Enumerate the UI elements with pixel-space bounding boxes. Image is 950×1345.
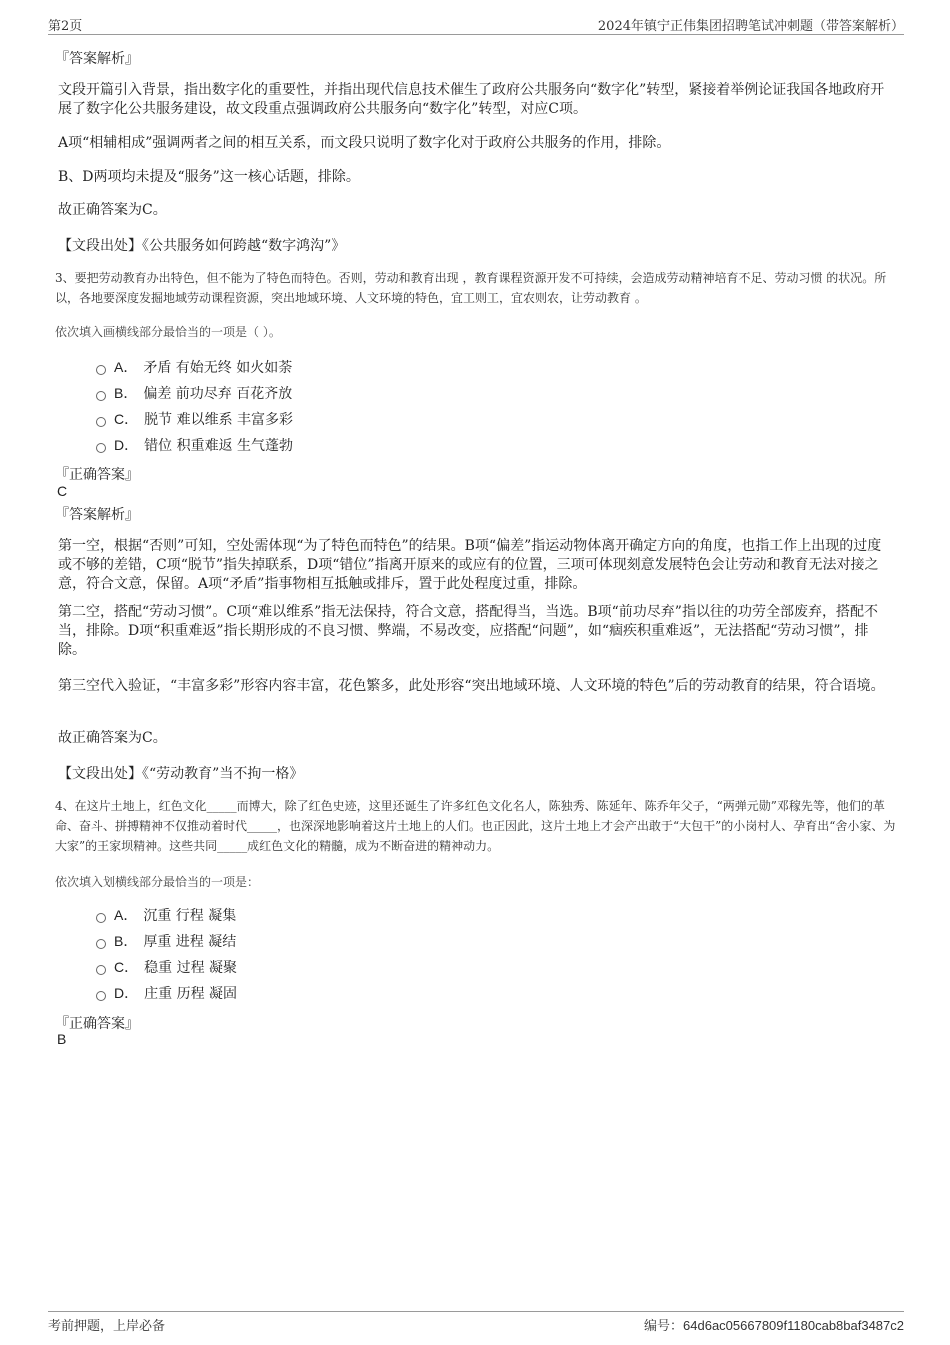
conclusion-paragraph: 故正确答案为C。 [58,202,167,218]
analysis-paragraph: 第二空，搭配“劳动习惯”。C项“难以维系”指无法保持，符合文意，搭配得当，当选。B项“前功尽弃”指以往的功劳全部废弃，搭配不当，排除。D项“积重难返”指长期形成的不良习惯、弊端，不易改变，应搭配“问题”，如“痼疾积重难返”，无法搭配“劳动习惯”，排除。 [58,604,878,658]
source-citation: 【文段出处】《“劳动教育”当不拘一格》 [58,766,304,782]
footer-slogan: 考前押题，上岸必备 [48,1319,166,1334]
option-d[interactable]: D． 庄重 历程 凝固 [96,983,237,1003]
source-citation: 【文段出处】《公共服务如何跨越“数字鸿沟”》 [58,238,346,254]
page-footer [48,1311,904,1332]
analysis-paragraph: B、D两项均未提及“服务”这一核心话题，排除。 [58,169,360,185]
radio-icon[interactable] [96,391,106,401]
page-header [48,14,904,35]
option-a[interactable]: A． 沉重 行程 凝集 [96,905,236,925]
question-stem: 4、在这片土地上，红色文化_____而博大，除了红色史迹，这里还诞生了许多红色文化名人，陈独秀、陈延年、陈乔年父子，“两弹元勋”邓稼先等，他们的革命、奋斗、拼搏精神不仅推动着时代_____，也深深地影响着这片土地上的人们。也正因此，这片土地上才会产出敢于“大包干”的小岗村人、孕育出“舍小家、为大家”的王家坝精神。这些共同_____成红色文化的精髓，成为不断奋进的精神动力。 [55,799,896,853]
correct-answer: B [57,1031,67,1047]
radio-icon[interactable] [96,913,106,923]
question-instruction: 依次填入画横线部分最恰当的一项是（ ）。 [55,325,281,339]
radio-icon[interactable] [96,443,106,453]
radio-icon[interactable] [96,365,106,375]
analysis-label: 『答案解析』 [55,507,139,523]
question-stem: 3、要把劳动教育办出特色，但不能为了特色而特色。否则，劳动和教育出现 ，教育课程资源开发不可持续，会造成劳动精神培育不足、劳动习惯 的状况。所以，各地要深度发掘地域劳动课程资源，突出地域环境、人文环境的特色，宜工则工，宜农则农，让劳动教育 。 [55,271,887,305]
option-b[interactable]: B． 厚重 进程 凝结 [96,931,236,951]
option-c[interactable]: C． 稳重 过程 凝聚 [96,957,237,977]
conclusion-paragraph: 故正确答案为C。 [58,730,167,746]
radio-icon[interactable] [96,991,106,1001]
correct-answer-label: 『正确答案』 [55,1016,139,1032]
page-number: 第2页 [48,19,83,34]
option-a[interactable]: A． 矛盾 有始无终 如火如荼 [96,357,292,377]
radio-icon[interactable] [96,965,106,975]
document-title: 2024年镇宁正伟集团招聘笔试冲刺题（带答案解析） [597,19,904,34]
option-c[interactable]: C． 脱节 难以维系 丰富多彩 [96,409,293,429]
analysis-paragraph: A项“相辅相成”强调两者之间的相互关系，而文段只说明了数字化对于政府公共服务的作用，排除。 [58,135,671,151]
question-instruction: 依次填入划横线部分最恰当的一项是： [55,875,260,889]
analysis-paragraph: 第一空，根据“否则”可知，空处需体现“为了特色而特色”的结果。B项“偏差”指运动物体离开确定方向的角度，也指工作上出现的过度或不够的差错，C项“脱节”指失掉联系，D项“错位”指离开原来的或应有的位置，三项可体现刻意发展特色会让劳动和教育无法对接之意，符合文意，保留。A项“矛盾”指事物相互抵触或排斥，置于此处程度过重，排除。 [58,538,882,592]
analysis-label: 『答案解析』 [55,51,139,67]
radio-icon[interactable] [96,417,106,427]
analysis-paragraph: 第三空代入验证，“丰富多彩”形容内容丰富，花色繁多，此处形容“突出地域环境、人文环境的特色”后的劳动教育的结果，符合语境。 [58,678,885,694]
radio-icon[interactable] [96,939,106,949]
correct-answer: C [57,483,68,499]
correct-answer-label: 『正确答案』 [55,467,139,483]
analysis-paragraph: 文段开篇引入背景，指出数字化的重要性，并指出现代信息技术催生了政府公共服务向“数字化”转型，紧接着举例论证我国各地政府开展了数字化公共服务建设，故文段重点强调政府公共服务向“数字化”转型，对应C项。 [58,82,885,117]
option-b[interactable]: B． 偏差 前功尽弃 百花齐放 [96,383,292,403]
option-d[interactable]: D． 错位 积重难返 生气蓬勃 [96,435,293,455]
document-code: 编号：64d6ac05667809f1180cab8baf3487c2 [644,1318,904,1334]
